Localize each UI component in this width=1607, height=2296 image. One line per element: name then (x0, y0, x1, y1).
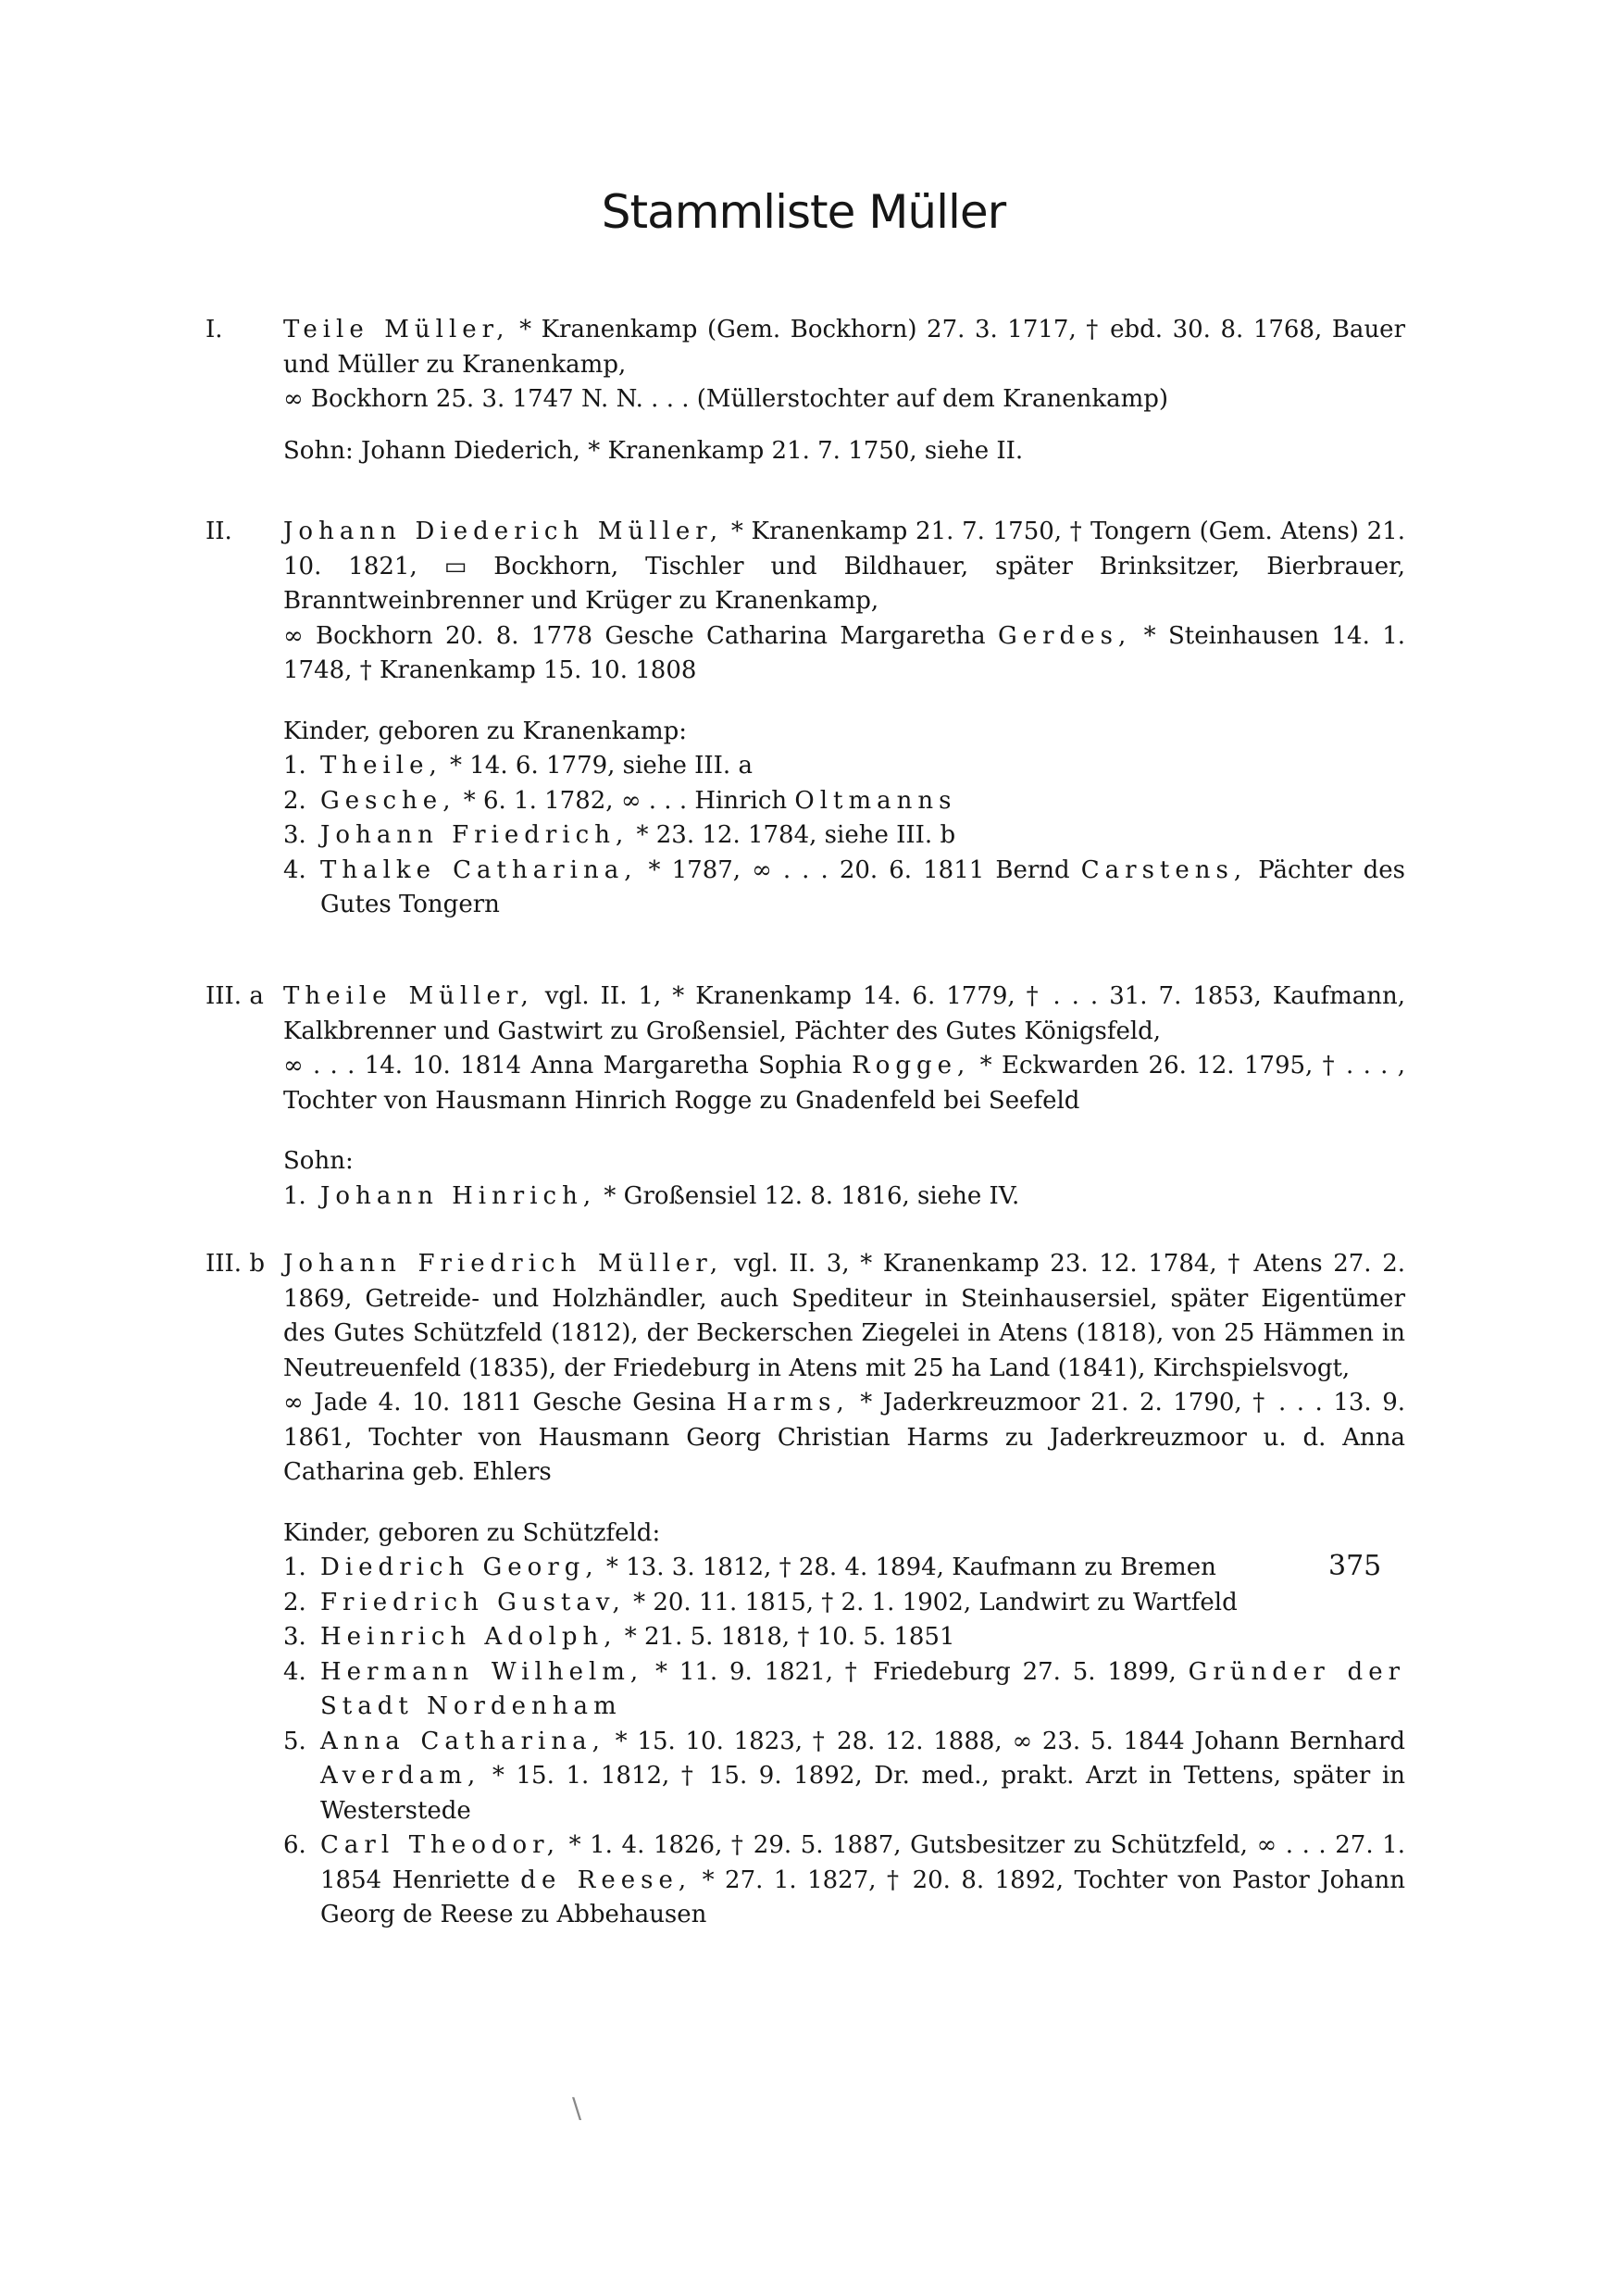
marriage-text: ∞ . . . 14. 10. 1814 Anna Margaretha Sophia (283, 1052, 842, 1079)
entry-paragraph (283, 980, 1405, 1049)
spouse-name: de Reese, (520, 1866, 692, 1894)
child-item (283, 1828, 1405, 1933)
child-number: 2. (283, 786, 306, 815)
child-name: Anna Catharina, (320, 1727, 605, 1755)
person-name: Theile Müller, (283, 982, 534, 1010)
entry-paragraph (283, 1247, 1405, 1386)
page-number: 375 (1328, 1550, 1382, 1582)
marriage-line (283, 1386, 1405, 1491)
child-item (283, 1725, 1405, 1829)
entry-number: III. a (206, 982, 264, 1010)
child-text: * 15. 1. 1812, † 15. 9. 1892, Dr. med., prakt. Arzt in Tettens, später in Westerstede (320, 1762, 1405, 1825)
entry-body (283, 1247, 1405, 1933)
child-name: Thalke Catharina, (320, 855, 638, 884)
marriage-line (283, 1049, 1405, 1118)
child-name: Hermann Wilhelm, (320, 1657, 644, 1686)
child-number: 1. (283, 1554, 306, 1581)
child-number: 4. (283, 1657, 306, 1686)
children-heading: Kinder, geboren zu Kranenkamp: (283, 717, 688, 745)
spouse-name: Rogge, (852, 1052, 971, 1079)
child-item (283, 1551, 1405, 1586)
child-number: 3. (283, 821, 306, 849)
entry-paragraph (283, 515, 1405, 619)
scan-mark: \ (572, 2092, 582, 2125)
marriage-line (283, 619, 1405, 689)
entry-body (283, 980, 1405, 1214)
marriage-text: * Steinhausen 14. 1. 1748, † Kranenkamp 15. 10. 1808 (283, 621, 1406, 684)
marriage-text: ∞ Bockhorn 20. 8. 1778 Gesche Catharina Margaretha (283, 621, 986, 650)
child-number: 2. (283, 1588, 306, 1616)
child-name: Gesche, (320, 786, 456, 815)
child-item (283, 749, 1405, 784)
entry-text: vgl. II. 1, * Kranenkamp 14. 6. 1779, † . . . 31. 7. 1853, Kaufmann, Kalkbrenner und Gastwirt zu Großensiel, Pächter des Gutes Königsfeld, (283, 982, 1406, 1045)
child-number: 4. (283, 855, 306, 884)
entry-3b (206, 1247, 1405, 1933)
child-name: Carl Theodor, (320, 1831, 560, 1859)
entry-text: vgl. II. 3, * Kranenkamp 23. 12. 1784, † Atens 27. 2. 1869, Getreide- und Holzhändler, auch Spediteur in Steinhausersiel, später Eigentümer des Gutes Schützfeld (1812), der Beckerschen Ziegelei in Atens (1818), von 25 Hämmen in Neutreuenfeld (1835), der Friedeburg in Atens mit 25 ha Land (1841), Kirchspielsvogt, (283, 1250, 1405, 1382)
child-name: Friedrich Gustav, (320, 1588, 626, 1616)
entry-number: III. b (206, 1250, 265, 1278)
children-heading: Kinder, geboren zu Schützfeld: (283, 1518, 661, 1547)
child-name: Johann Friedrich, (320, 821, 629, 849)
child-text: * 1. 4. 1826, † 29. 5. 1887, Gutsbesitzer zu Schützfeld, ∞ . . . 27. 1. 1854 Henriette (320, 1831, 1405, 1894)
child-text: * 1787, ∞ . . . 20. 6. 1811 Bernd (648, 855, 1070, 884)
spouse-name: Oltmanns (794, 786, 957, 815)
child-text: * 20. 11. 1815, † 2. 1. 1902, Landwirt zu Wartfeld (633, 1588, 1238, 1616)
marriage-text: ∞ Jade 4. 10. 1811 Gesche Gesina (283, 1389, 716, 1416)
spouse-name: Carstens, (1080, 855, 1248, 884)
person-name: Johann Diederich Müller, (283, 518, 724, 545)
child-name: Diedrich Georg, (320, 1554, 599, 1581)
child-text: * 6. 1. 1782, ∞ . . . Hinrich (463, 786, 788, 815)
person-name: Teile Müller, (283, 316, 510, 343)
child-text: * 11. 9. 1821, † Friedeburg 27. 5. 1899, (655, 1657, 1177, 1686)
child-text: * Großensiel 12. 8. 1816, siehe IV. (604, 1181, 1020, 1210)
entry-body (283, 515, 1405, 923)
child-item (283, 818, 1405, 854)
child-number: 3. (283, 1623, 306, 1651)
child-number: 1. (283, 1181, 306, 1210)
child-name: Heinrich Adolph, (320, 1623, 617, 1651)
child-text: Pächter des Gutes Tongern (320, 855, 1406, 918)
children-heading: Sohn: (283, 1147, 354, 1175)
entry-body (283, 313, 1405, 468)
marriage-line: ∞ Bockhorn 25. 3. 1747 N. N. . . . (Müllerstochter auf dem Kranenkamp) (283, 385, 1169, 413)
spouse-name: Gerdes, (998, 621, 1132, 650)
entry-text: * Kranenkamp (Gem. Bockhorn) 27. 3. 1717, † ebd. 30. 8. 1768, Bauer und Müller zu Kranenkamp, (283, 316, 1405, 379)
child-text: * 13. 3. 1812, † 28. 4. 1894, Kaufmann zu Bremen (605, 1554, 1216, 1581)
child-number: 6. (283, 1831, 306, 1859)
child-name: Johann Hinrich, (320, 1181, 597, 1210)
child-text: * 27. 1. 1827, † 20. 8. 1892, Tochter von Pastor Johann Georg de Reese zu Abbehausen (320, 1866, 1406, 1928)
person-name: Johann Friedrich Müller, (283, 1250, 724, 1278)
child-item (283, 1620, 1405, 1655)
honorific-text: Gründer der Stadt Nordenham (320, 1657, 1406, 1720)
child-text: * 23. 12. 1784, siehe III. b (636, 821, 956, 849)
spouse-name: Averdam, (320, 1762, 481, 1790)
entry-number: I. (206, 316, 223, 343)
entry-text: * Kranenkamp 21. 7. 1750, † Tongern (Gem. Atens) 21. 10. 1821, ▭ Bockhorn, Tischler und Bildhauer, später Brinksitzer, Bierbrauer, Branntweinbrenner und Krüger zu Kranenkamp, (283, 518, 1405, 615)
entry-paragraph (283, 313, 1405, 382)
child-name: Theile, (320, 752, 442, 780)
child-text: * 15. 10. 1823, † 28. 12. 1888, ∞ 23. 5. 1844 Johann Bernhard (615, 1727, 1405, 1755)
entry-3a (206, 980, 1405, 1214)
child-number: 1. (283, 752, 306, 780)
child-item (283, 1655, 1405, 1725)
child-line: Sohn: Johann Diederich, * Kranenkamp 21. 7. 1750, siehe II. (283, 436, 1024, 465)
child-item (283, 784, 1405, 819)
entry-number: II. (206, 518, 232, 545)
entry-1 (206, 313, 1405, 468)
marriage-text: * Jaderkreuzmoor 21. 2. 1790, † . . . 13. 9. 1861, Tochter von Hausmann Georg Christian Harms zu Jaderkreuzmoor u. d. Anna Catharina geb. Ehlers (283, 1389, 1406, 1486)
spouse-name: Harms, (726, 1389, 850, 1416)
child-item (283, 1179, 1405, 1215)
child-item (283, 854, 1405, 923)
page-title: Stammliste Müller (601, 185, 1006, 239)
marriage-text: * Eckwarden 26. 12. 1795, † . . . , Tochter von Hausmann Hinrich Rogge zu Gnadenfeld bei Seefeld (283, 1052, 1406, 1115)
entry-2 (206, 515, 1405, 923)
child-item (283, 1586, 1405, 1621)
child-text: * 21. 5. 1818, † 10. 5. 1851 (624, 1623, 955, 1651)
child-text: * 14. 6. 1779, siehe III. a (450, 752, 753, 780)
child-number: 5. (283, 1727, 306, 1755)
